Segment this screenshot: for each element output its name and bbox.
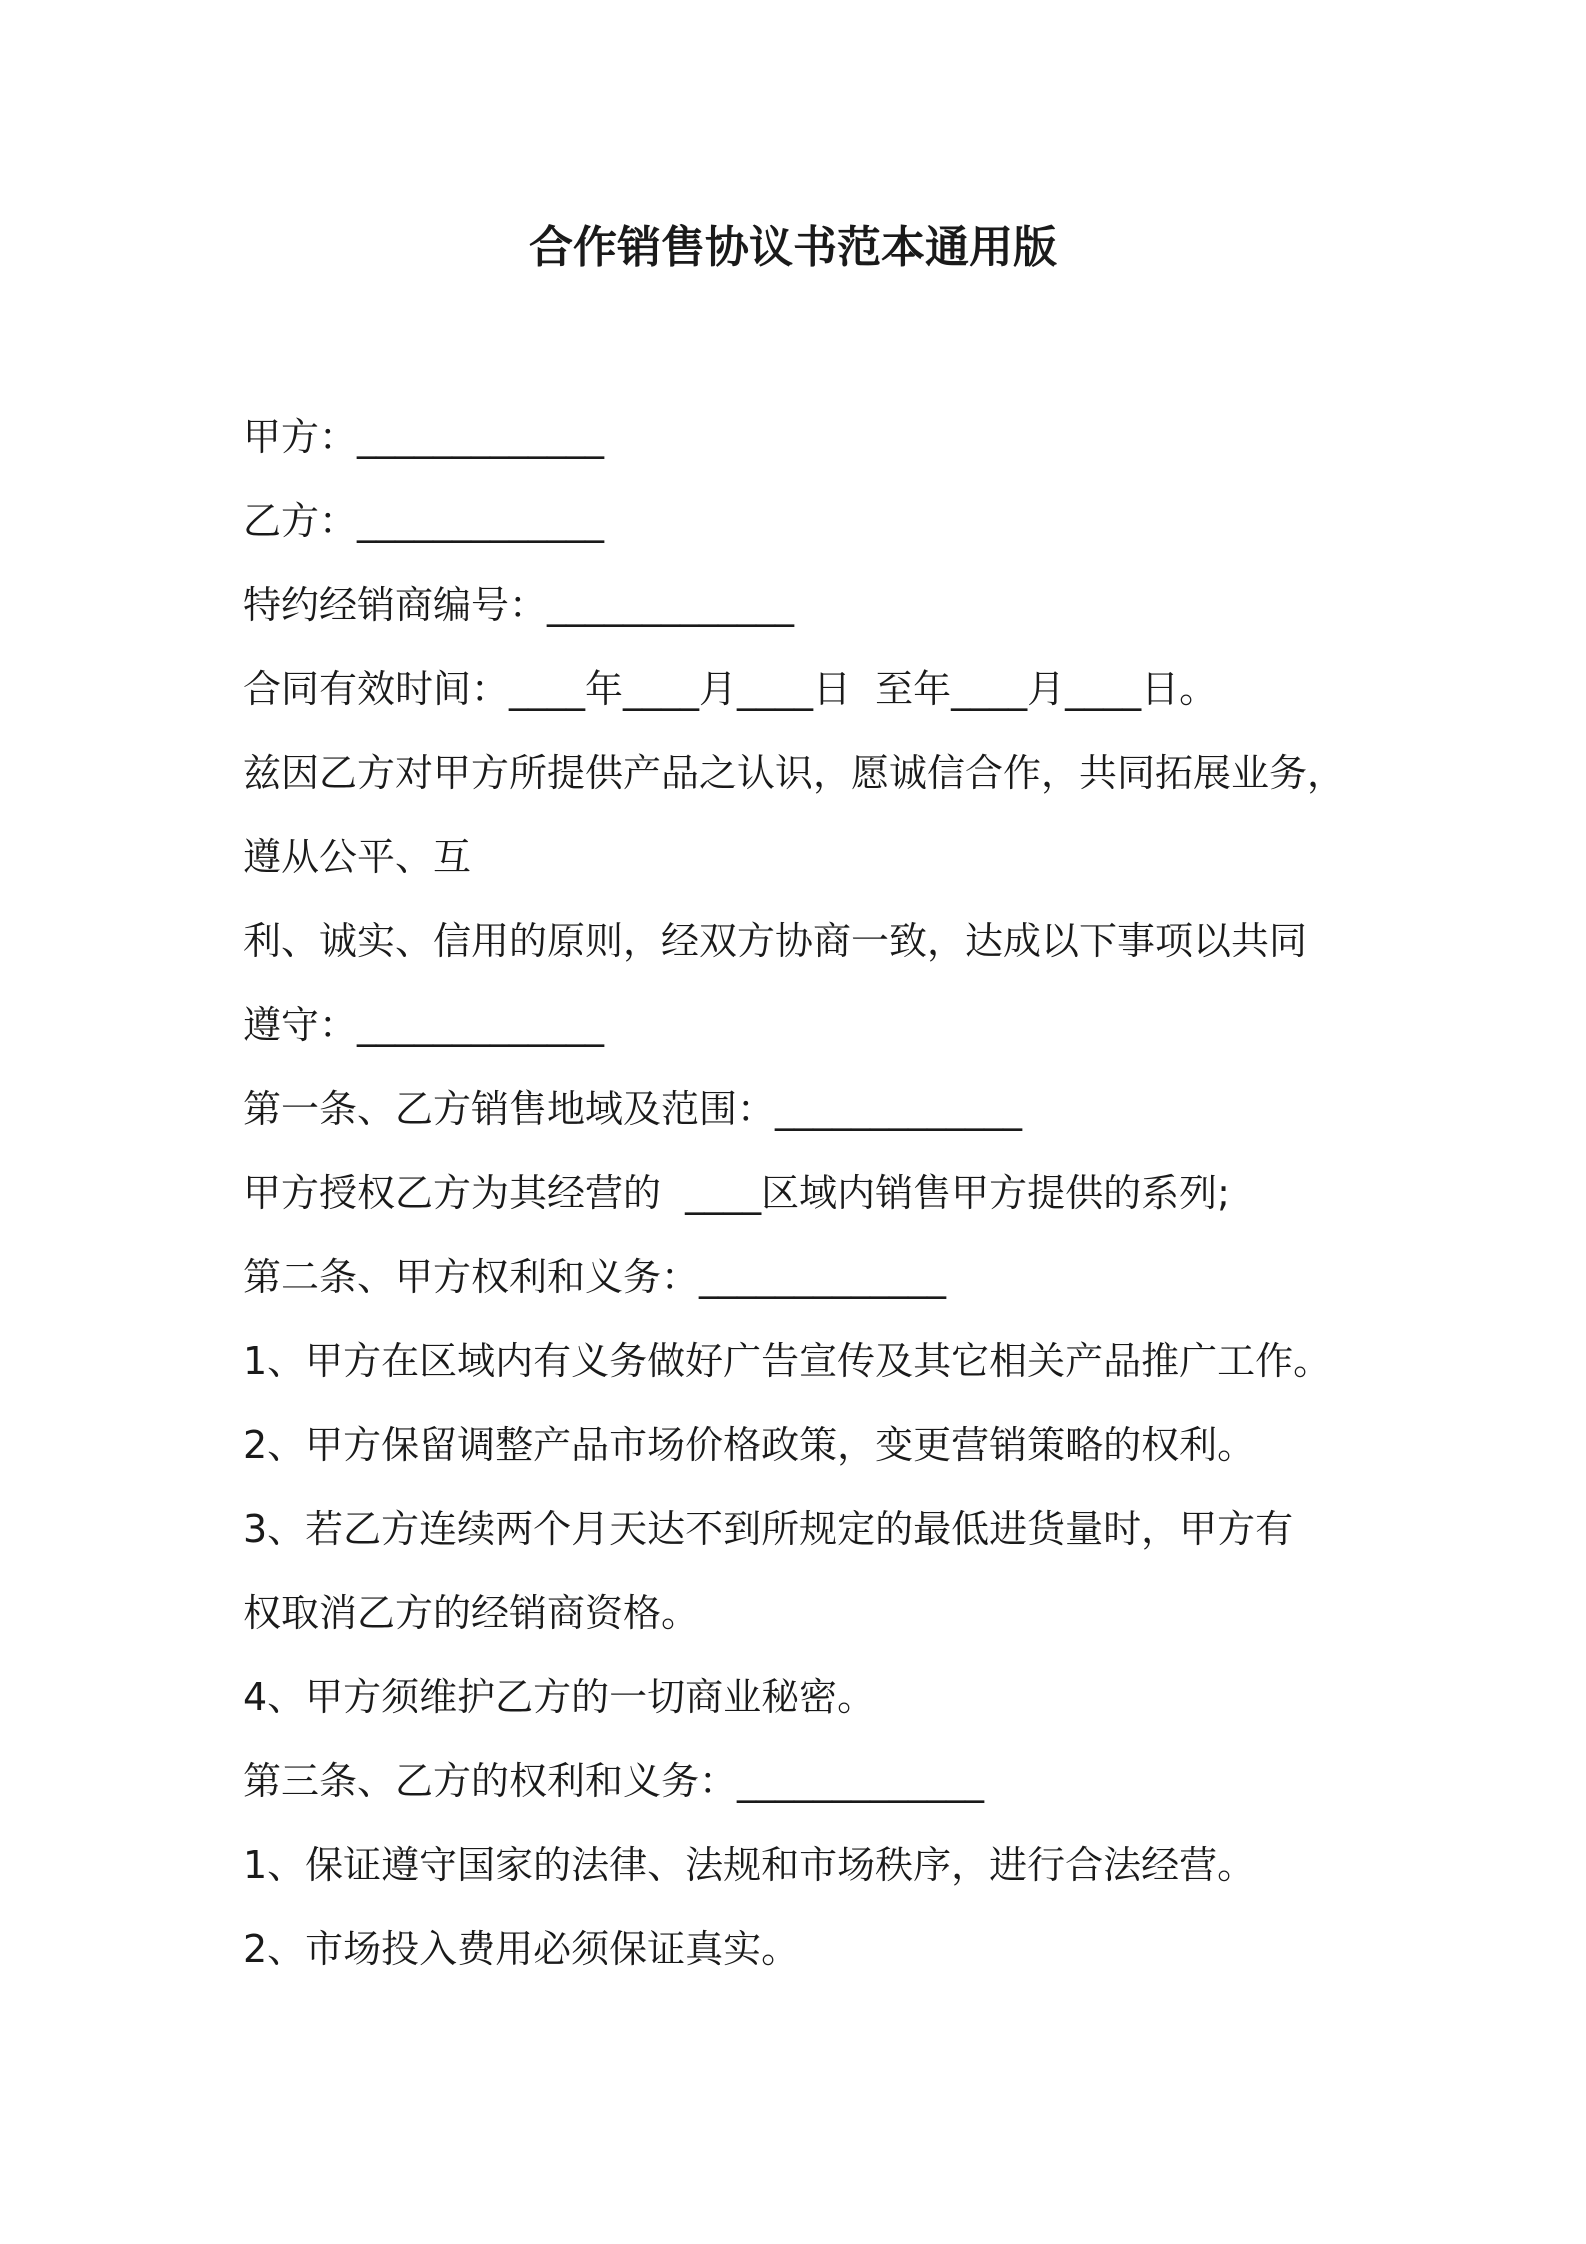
article-2-heading: 第二条、甲方权利和义务：_____________ <box>243 1255 947 1299</box>
party-a-line: 甲方：_____________ <box>243 415 605 459</box>
contract-period-line: 合同有效时间：____年____月____日 至年____月____日。 <box>243 667 1218 711</box>
preamble-line-2: 遵从公平、互 <box>243 835 472 879</box>
preamble-line-1: 兹因乙方对甲方所提供产品之认识，愿诚信合作，共同拓展业务， <box>243 751 1346 795</box>
preamble-line-3: 利、诚实、信用的原则，经双方协商一致，达成以下事项以共同 <box>243 919 1308 963</box>
article-3-item-1: 1、保证遵守国家的法律、法规和市场秩序，进行合法经营。 <box>243 1843 1256 1887</box>
article-2-item-3-cont: 权取消乙方的经销商资格。 <box>243 1591 700 1635</box>
article-2-item-4: 4、甲方须维护乙方的一切商业秘密。 <box>243 1675 876 1719</box>
article-2-item-2: 2、甲方保留调整产品市场价格政策，变更营销策略的权利。 <box>243 1423 1256 1467</box>
article-1-text: 甲方授权乙方为其经营的 ____区域内销售甲方提供的系列; <box>243 1171 1230 1215</box>
article-3-item-2: 2、市场投入费用必须保证真实。 <box>243 1927 800 1971</box>
article-2-item-3: 3、若乙方连续两个月天达不到所规定的最低进货量时，甲方有 <box>243 1507 1294 1551</box>
preamble-line-4: 遵守：_____________ <box>243 1003 605 1047</box>
dealer-number-line: 特约经销商编号：_____________ <box>243 583 795 627</box>
document-title: 合作销售协议书范本通用版 <box>529 222 1057 273</box>
article-1-heading: 第一条、乙方销售地域及范围：_____________ <box>243 1087 1023 1131</box>
article-2-item-1: 1、甲方在区域内有义务做好广告宣传及其它相关产品推广工作。 <box>243 1339 1332 1383</box>
article-3-heading: 第三条、乙方的权利和义务：_____________ <box>243 1759 985 1803</box>
party-b-line: 乙方：_____________ <box>243 499 605 543</box>
